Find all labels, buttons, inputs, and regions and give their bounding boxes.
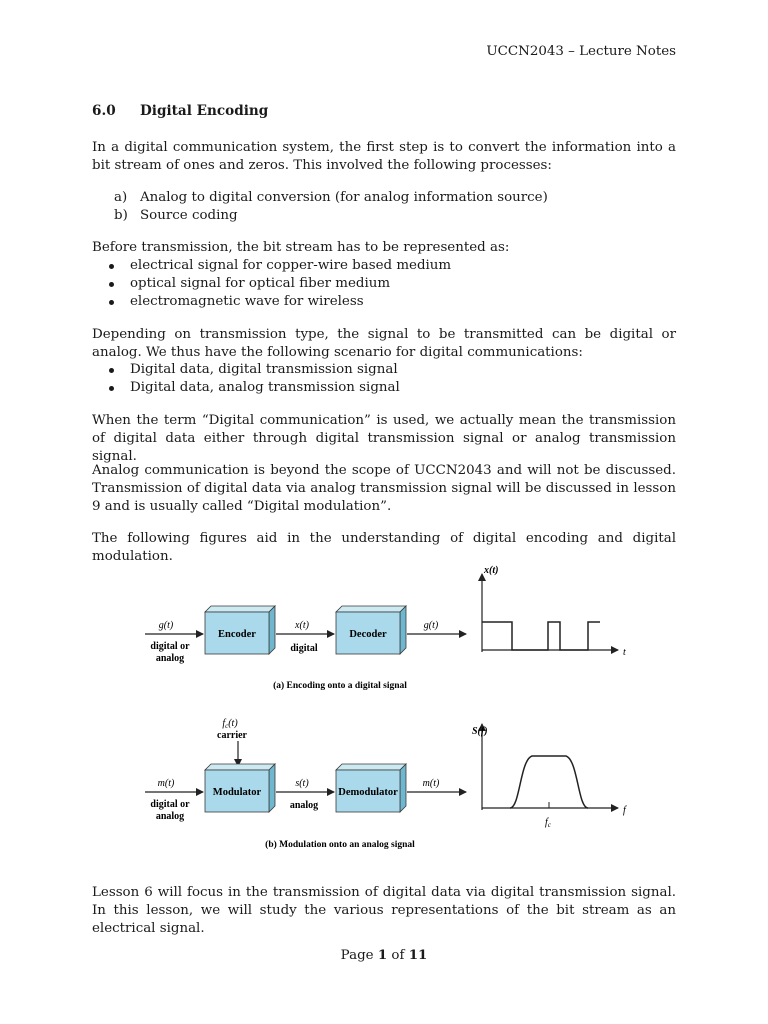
carrier-frequency-label: $f_c$: [545, 817, 551, 829]
scenario-list: [92, 361, 400, 397]
encoder-label: Encoder: [218, 629, 256, 640]
mid-note: digital: [290, 643, 318, 654]
encoder-block: [205, 606, 275, 654]
section-heading: [92, 102, 268, 120]
footer-middle: of: [387, 948, 409, 963]
carrier-signal-label: $f_c(t)$: [222, 718, 238, 730]
paragraph-analog-scope: Analog communication is beyond the scope of UCCN2043 and will not be discussed. Transmission of digital data via analog transmission signal will be discussed in lesson 9 and is usually called “Digital modulation”.: [92, 463, 676, 514]
mid-signal-label: x(t): [295, 620, 309, 631]
current-page-number: 1: [377, 947, 388, 963]
total-page-count: 11: [408, 947, 428, 963]
plot-a-x-label: t: [623, 647, 626, 658]
input-note-line2: analog: [155, 811, 185, 822]
decoder-block: [336, 606, 406, 654]
list-item: electrical signal for copper-wire based medium: [92, 257, 451, 275]
figure-b-modulation: [145, 718, 627, 850]
input-note-line2: analog: [155, 653, 185, 664]
list-item: [92, 207, 548, 225]
section-title: Digital Encoding: [140, 103, 269, 119]
figure-a-caption: (a) Encoding onto a digital signal: [273, 681, 407, 691]
paragraph-depending: Depending on transmission type, the signal to be transmitted can be digital or analog. We thus have the following scenario for digital communications:: [92, 327, 676, 360]
medium-list: [92, 257, 451, 311]
plot-b-y-label: S(f): [472, 726, 488, 737]
modulator-block: [205, 764, 275, 812]
document-page: [92, 0, 676, 1024]
output-signal-label: m(t): [422, 778, 440, 789]
carrier-note: carrier: [217, 730, 247, 741]
paragraph-lesson6: Lesson 6 will focus in the transmission of digital data via digital transmission signal. In this lesson, we will study the various representations of the bit stream as an electrical signal.: [92, 885, 676, 936]
plot-b-x-label: f: [623, 805, 626, 816]
paragraph-before-transmission: Before transmission, the bit stream has to be represented as:: [92, 240, 510, 255]
input-note-line1: digital or: [150, 641, 190, 652]
decoder-label: Decoder: [349, 629, 387, 640]
footer-prefix: Page: [340, 948, 378, 963]
plot-a-y-label: x(t): [484, 565, 499, 576]
list-item: [92, 189, 548, 207]
input-note-line1: digital or: [150, 799, 190, 810]
input-signal-label: g(t): [158, 620, 174, 631]
output-signal-label: g(t): [423, 620, 439, 631]
running-header: UCCN2043 – Lecture Notes: [486, 44, 676, 59]
paragraph-figures-aid: The following figures aid in the understanding of digital encoding and digital modulation.: [92, 531, 676, 564]
figure-b-caption: (b) Modulation onto an analog signal: [265, 840, 415, 850]
mid-note: analog: [289, 800, 319, 811]
page-footer: [92, 946, 676, 965]
spectrum-curve: [510, 756, 588, 808]
modulator-label: Modulator: [212, 787, 262, 798]
figure-a-encoding: [145, 565, 626, 691]
paragraph-when-term: When the term “Digital communication” is used, we actually mean the transmission of digital data either through digital transmission signal or analog transmission signal.: [92, 413, 676, 464]
list-item: electromagnetic wave for wireless: [92, 293, 451, 311]
demodulator-label: Demodulator: [338, 787, 398, 798]
demodulator-block: [336, 764, 406, 812]
mid-signal-label: s(t): [295, 778, 309, 789]
list-item-text: Analog to digital conversion (for analog information source): [140, 190, 548, 205]
list-item: Digital data, digital transmission signal: [92, 361, 400, 379]
paragraph-intro: In a digital communication system, the first step is to convert the information into a bit stream of ones and zeros. This involved the following processes:: [92, 140, 676, 173]
digital-waveform: [482, 622, 600, 650]
section-number: 6.0: [92, 103, 116, 119]
list-item-text: Source coding: [140, 208, 238, 223]
process-list: [92, 189, 548, 225]
input-signal-label: m(t): [157, 778, 175, 789]
list-marker: a): [114, 190, 128, 205]
encoding-modulation-figure: [140, 560, 640, 860]
list-item: optical signal for optical fiber medium: [92, 275, 451, 293]
list-item: Digital data, analog transmission signal: [92, 379, 400, 397]
list-marker: b): [114, 208, 128, 223]
